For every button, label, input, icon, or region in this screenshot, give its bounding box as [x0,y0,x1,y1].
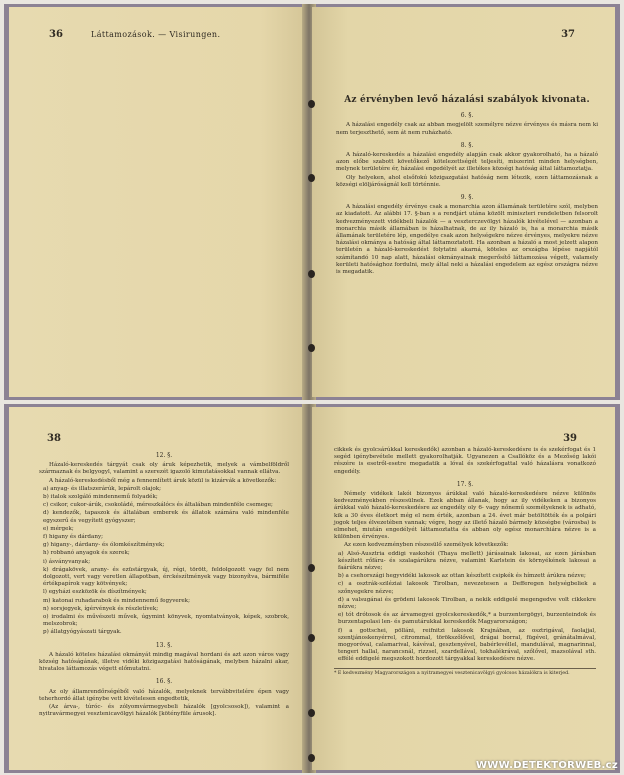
list-item: k) drágakövek, arany- és ezüstárgyak, új, régi, törött, feldolgozott vagy fel nem dolgozott, vert vagy veretlen állapotban, érckészítmények vagy bizonyítva, bármiféle értékpapírok vagy kötvények; [43,566,289,588]
binding-hole [308,709,315,717]
page-number: 37 [561,29,575,40]
page-38-text [39,447,289,720]
bottom-spread [4,404,620,773]
paragraph: Házaló-kereskedés tárgyát csak oly áruk képezhetik, melyek a vámbelföldről származnak és belgyogyl, valamint a szerezét igazoló kimutatásokkal vannak ellátva. [39,462,289,476]
page-37-text [336,97,598,277]
section-title: 12. §. [155,452,173,459]
running-header: Láttamozások. — Visirungen. [91,30,221,39]
section-title: 9. §. [460,194,474,202]
list-item: o) irodalmi és művészeti művek, úgymint könyvek, nyomtatványok, képek, szobrok, melszobrok; [43,614,289,628]
footnote: * E kedvezmény Magyarországon a nyitramegyei vesztenicavölgyi gyolcsos házalókra is kiterjed. [334,668,596,677]
paragraph: Oly helyeken, ahol elsőfokú közigazgatási hatóság nem létezik, ezen láttamozásnak a községi elöljáróságnál kell történnie. [336,174,598,188]
page-36 [9,7,305,397]
binding-hole [308,754,315,762]
section-title: 13. §. [155,641,173,649]
list-item: f) a gottschei, pölláni, reifnitzi lakosok Krajnában, az osztrigával, faolajjal, szentjánoskenyérrel, citrommal, törökszőlővel, drágai borral, fügével, gránátalmával, mogyoróval, calamarival, kávéval, gesztenyével, babérlevéllel, mandulával, magnarinnal, tengeri hallal, narancsnál, rizzsel, szardellával, tokhalékrával, szőlővel, mazsolával sth. effélé eddigelé megszokott hordozott tárgyakkal kereskedésre nézve. [338,627,596,663]
page-37 [312,7,615,397]
list-item: l) egyházi eszközök és díszítmények; [43,589,147,596]
list-item: d) kendezők, tapaszok és általában emberek és állatok számára való mindenféle egyszerű és vegyített gyógyszer; [43,510,289,524]
watermark: WWW.DETEKTORWEB.cz [475,760,618,771]
section-title: 17. §. [456,480,474,488]
list-item: c) csikor, cukor-árúk, csokoládé, méreszkálócs és általában mindenféle csemege; [43,502,273,509]
paragraph: Az ezen kedvezményben részesülő személyek következők: [344,542,509,549]
section-title: 8. §. [460,141,474,149]
top-spread [4,4,620,400]
binding-hole [308,100,315,108]
paragraph: A házalási engedély csak az abban megjelölt személyre nézve érvényes és másra nem ki nem terjeszthető, sem át nem ruházható. [336,122,598,136]
page-number: 39 [563,433,577,444]
list-item: i) ásványvanyak; [43,558,91,565]
main-heading: Az érvényben levő házalási szabályok kivonata. [344,95,590,105]
binding-hole [308,564,315,572]
page-39 [312,407,615,770]
paragraph: A házalási engedély érvénye csak a monarchia azon államának területére szól, melyben az kiadatott. Az alábbi 17. §-ban s a rendjárt utána közölt miniszteri rendeletben felsorolt kedvezményezett vidékbeli házalók — a veszterczevölgyi házalók kivételével — azonban a monarchia másik államában is házalhatnak, de az ily házaló is, ha a monarchia másik államának területére lép, engedélye csak azon helységekre nézve érvényes, melyekre nézve házalási okmánya a hatóság által láttamoztatott. Ha azonban a házaló a most jelzett alapon területén a házaló-kereskedést folytatni akarná, köteles az országba lépése napjától számítandó 10 nap alatt, házalási okmányainak megerősítő láttamozása végett, valamely kerületi hatósághoz fordulni, mely által neki a házalási engedelem az egész országra nézve is megadatik. [336,204,598,276]
binding-hole [308,344,315,352]
paragraph: A házaló köteles házalási okmányát mindig magával hordani és azt azon város vagy község hatóságának, illetve vidéki közigazgatási hatóságának, melyben házalni akar, hivatalos láttamozás végett előmutatni. [39,651,289,673]
paragraph: Az oly államrendőrségéből való házalók, melyeknek tervábbvitelére épen vagy teherhordó állat igénybe vett kivételesen engedtetik, [39,688,289,702]
paragraph: Némely vidékek lakói bizonyos árúkkal való házaló-kereskedésre nézve különös kedvezményekben részesülnek. Ezek abban állanak, hogy az ily vidékeken a bizonyos árúkkal való házaló-kereskedésre az engedély oly 6- vagy nőnemű személyeknek is adható, kik a 30 éves életkort még el nem érték, azonban a 24. évet már betöltötték és a polgári jogok teljes élvezetében vannak; végre, hogy az illető házaló bármely községbe (városba) is elmehet, miután engedélyét láttamoztatta és abban oly egész monarchiára nézve is a különben érvényes. [334,491,596,541]
binding-hole [308,174,315,182]
list-item: c) a osztrák-sziléziai lakosok Tirolban, nevezetesen a Defferegen helységbeliek a szőnyegekre nézve; [338,581,596,595]
binding-hole [308,634,315,642]
binding-hole [308,270,315,278]
list-item: a) anyag- és illatszerárúk, lepárolt olajok; [43,485,161,492]
page-number: 38 [47,433,61,444]
list-item: a) Alsó-Ausztria eddigi vaskohói (Thaya mellett) járásainak lakosai, az ezen járásban készített rőfáru- és szalagárúkra nézve, valamint Karlstein és környékének lakosai a faárúkra nézve; [338,550,596,572]
list-item: e) mérgek; [43,525,74,532]
paragraph: A házaló-kereskedés a házalási engedély alapján csak akkor gyakorolható, ha a házaló azon előbe szabott követőkező kötelezettségét teljesíti, miszerint minden helységben, melynek területére ér, házalási engedélyét az illetékes községi hatóság által láttamoztatja. [336,152,598,173]
list-item: g) higany-, dárdany- és ólomkészítmények; [43,542,165,549]
paragraph: A házaló-kereskedésből még a fennemlített áruk közül is kizárvák a következők: [49,477,277,484]
list-item: m) katonai ruhadarabok és mindennemű fegyverek; [43,597,190,604]
page-number: 36 [49,29,63,40]
list-item: b) italok szolgáló mindennemű folyadék; [43,494,158,501]
list-item: d) a valsugánai és grödeni lakosok Tirolban, a nekik eddigelé megengedve volt cikkekre nézve; [338,596,596,611]
list-item: h) robbanó anyagok és szerek; [43,550,130,557]
page-39-text [334,447,596,677]
paragraph: (Az árva-, túróc- és zólyomvármegyebeli házalók [gyolcsosok]), valamint a nyitravármegyei vesztenicavölgyi házalók [kötényfüle árusok]. [39,704,289,718]
paragraph: cikkek és gyolcsárúkkal kereskedők) azonban a házaló-kereskedésre is és szekérfogat és 1 segéd igénybevétele mellett gyakorolhatják. Ugyanezen a Csallóköz és a Mezőség lakói részére is esetről-esetre megadatik a lóval és szekérfogattal való házalásra vonatkozó engedély. [334,447,596,475]
list-item: n) sorsjegyek, ígérvények és részletívek; [43,605,159,612]
page-38 [9,407,305,770]
list-item: e) tót drótosok és az árvamegyei gyolcskereskedők,* a burzentergögyi, burzenteindok és burzentapolasi len- és pamutárukkal kereskedők Magyarországon; [338,612,596,626]
list-item: b) a csehországi hegyvidéki lakosok az ottan készített csipkék és hímzett árúkra nézve; [338,573,586,580]
list-item: f) higany és dárdany; [43,534,103,541]
list-item: p) állatgyógyászati tárgyak. [43,629,122,636]
section-title: 6. §. [460,112,474,120]
section-title: 16. §. [155,678,173,686]
